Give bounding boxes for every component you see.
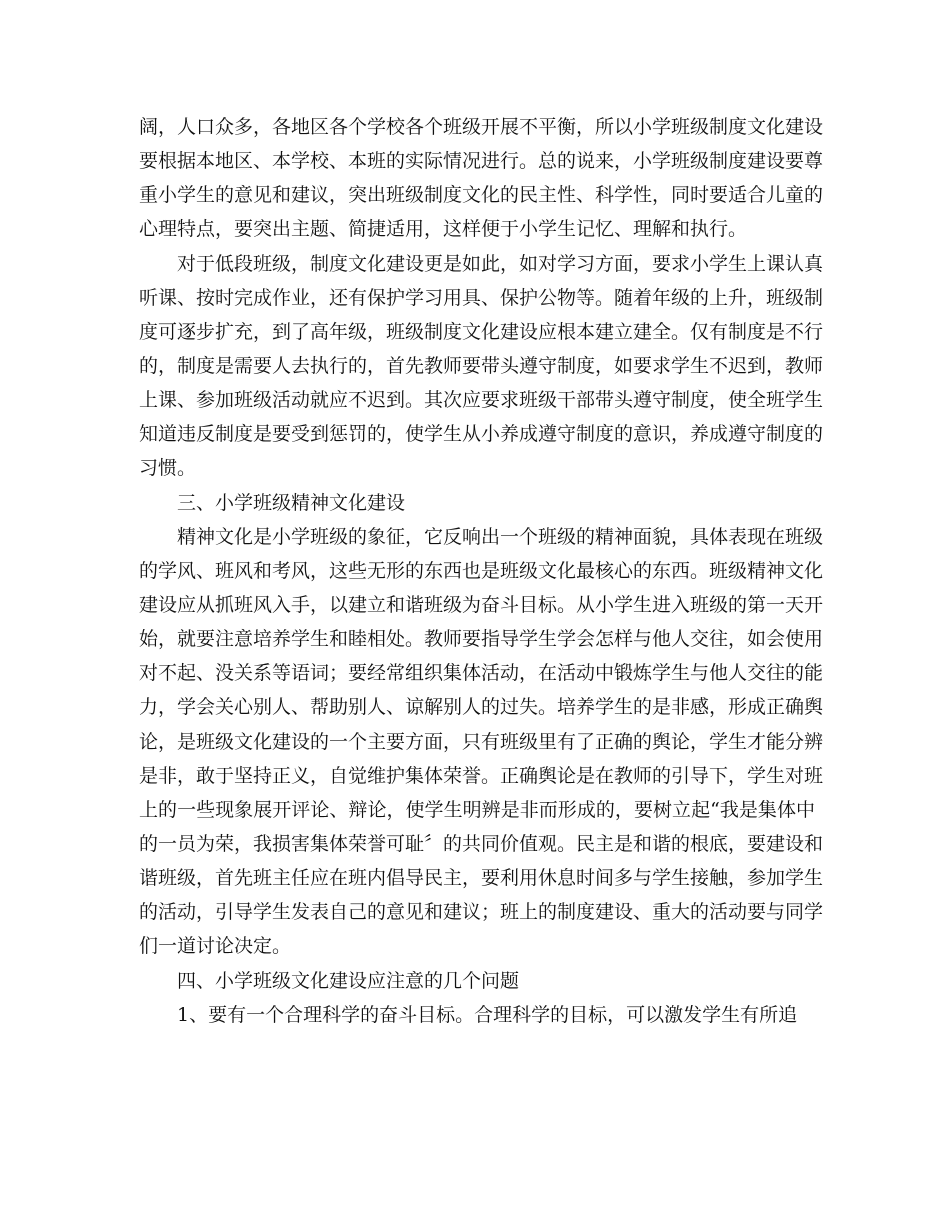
text-line: 知道违反制度是要受到惩罚的，使学生从小养成遵守制度的意识，养成遵守制度的 bbox=[139, 423, 824, 446]
text-line: 重小学生的意见和建议，突出班级制度文化的民主性、科学性，同时要适合儿童的 bbox=[139, 184, 824, 207]
text-line: 建设应从抓班风入手，以建立和谐班级为奋斗目标。从小学生进入班级的第一天开 bbox=[139, 593, 824, 616]
text-line: 的学风、班风和考风，这些无形的东西也是班级文化最核心的东西。班级精神文化 bbox=[139, 559, 824, 582]
text-line: 的活动，引导学生发表自己的意见和建议；班上的制度建设、重大的活动要与同学 bbox=[139, 901, 824, 924]
text-line: 习惯。 bbox=[139, 457, 197, 480]
body-text bbox=[139, 110, 824, 1032]
text-line: 上课、参加班级活动就应不迟到。其次应要求班级干部带头遵守制度，使全班学生 bbox=[139, 389, 824, 412]
section-heading: 三、小学班级精神文化建设 bbox=[177, 491, 406, 514]
text-line: 的一员为荣，我损害集体荣誉可耻〞的共同价值观。民主是和谐的根底，要建设和 bbox=[139, 832, 824, 855]
text-line: 始，就要注意培养学生和睦相处。教师要指导学生学会怎样与他人交往，如会使用 bbox=[139, 628, 824, 651]
text-line: 的，制度是需要人去执行的，首先教师要带头遵守制度，如要求学生不迟到，教师 bbox=[139, 354, 824, 377]
section-heading: 四、小学班级文化建设应注意的几个问题 bbox=[177, 969, 520, 992]
text-line: 阔，人口众多，各地区各个学校各个班级开展不平衡，所以小学班级制度文化建设 bbox=[139, 116, 824, 138]
text-line: 上的一些现象展开评论、辩论，使学生明辨是非而形成的，要树立起“我是集体中 bbox=[139, 798, 815, 821]
paragraph-first-line: 精神文化是小学班级的象征，它反响出一个班级的精神面貌，具体表现在班级 bbox=[177, 525, 824, 548]
text-line: 论，是班级文化建设的一个主要方面，只有班级里有了正确的舆论，学生才能分辨 bbox=[139, 730, 824, 753]
text-line: 们一道讨论决定。 bbox=[139, 935, 292, 958]
paragraph-first-line: 1、要有一个合理科学的奋斗目标。合理科学的目标，可以激发学生有所追 bbox=[177, 1003, 798, 1026]
text-line: 度可逐步扩充，到了高年级，班级制度文化建设应根本建立建全。仅有制度是不行 bbox=[139, 320, 824, 343]
text-line: 谐班级，首先班主任应在班内倡导民主，要利用休息时间多与学生接触，参加学生 bbox=[139, 867, 824, 890]
text-line: 力，学会关心别人、帮助别人、谅解别人的过失。培养学生的是非感，形成正确舆 bbox=[139, 696, 824, 719]
text-line: 要根据本地区、本学校、本班的实际情况进行。总的说来，小学班级制度建设要尊 bbox=[139, 150, 824, 173]
text-line: 听课、按时完成作业，还有保护学习用具、保护公物等。随着年级的上升，班级制 bbox=[139, 286, 824, 309]
text-line: 是非，敢于坚持正义，自觉维护集体荣誉。正确舆论是在教师的引导下，学生对班 bbox=[139, 764, 824, 787]
text-line: 对不起、没关系等语词；要经常组织集体活动，在活动中锻炼学生与他人交往的能 bbox=[139, 662, 824, 685]
text-line: 心理特点，要突出主题、简捷适用，这样便于小学生记忆、理解和执行。 bbox=[139, 218, 748, 241]
paragraph-first-line: 对于低段班级，制度文化建设更是如此，如对学习方面，要求小学生上课认真 bbox=[177, 252, 824, 275]
